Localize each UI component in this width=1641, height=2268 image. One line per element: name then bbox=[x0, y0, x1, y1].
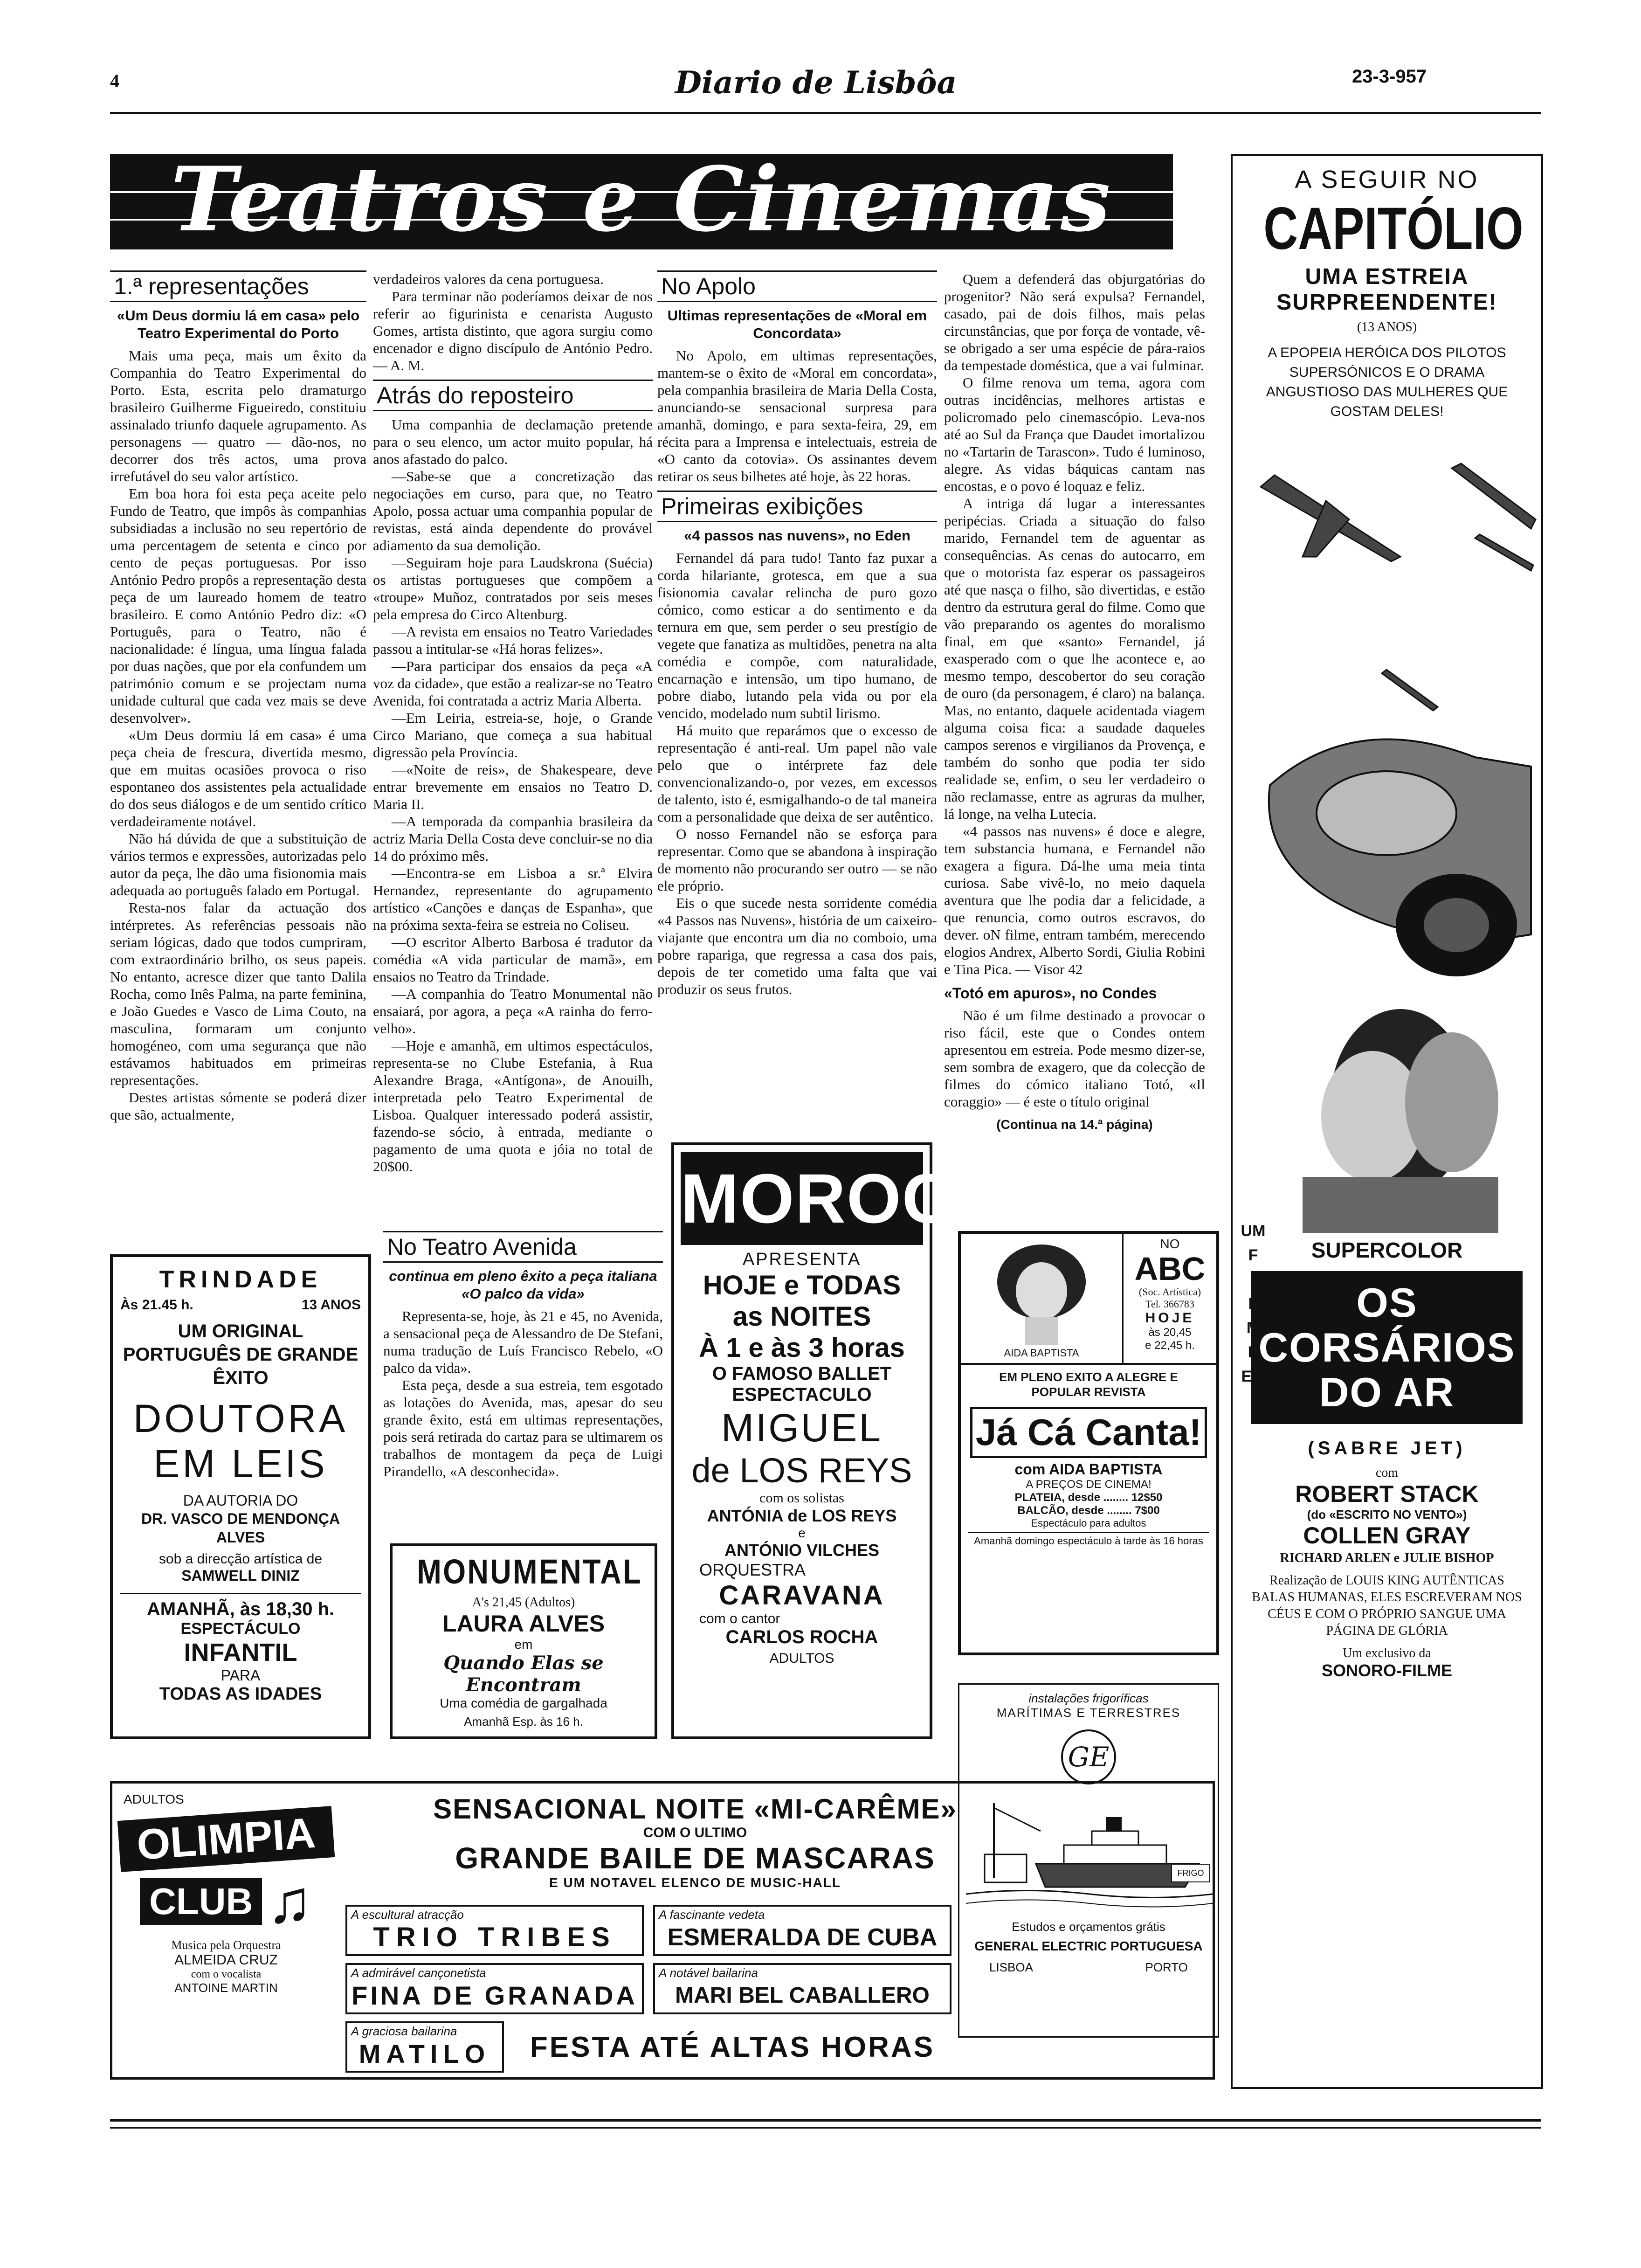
ad-line: APRESENTA bbox=[742, 1250, 862, 1269]
ad-distributor: SONORO-FILME bbox=[1322, 1661, 1452, 1680]
ad-line: Amanhã Esp. às 16 h. bbox=[464, 1715, 583, 1729]
ad-line: com AIDA BAPTISTA bbox=[1014, 1461, 1163, 1478]
ad-line: DA AUTORIA DO bbox=[183, 1492, 298, 1509]
ad-monumental bbox=[390, 1543, 657, 1739]
ad-line: Estudos e orçamentos grátis bbox=[1012, 1920, 1165, 1934]
ad-line: as NOITES bbox=[732, 1301, 871, 1332]
ad-closing: FESTA ATÉ ALTAS HORAS bbox=[530, 2031, 935, 2063]
ad-tagline: SURPREENDENTE! bbox=[1276, 290, 1497, 315]
section-header: No Teatro Avenida bbox=[383, 1231, 663, 1263]
film-letter: L bbox=[1248, 1295, 1258, 1313]
paragraph: Não há dúvida de que a substituição de vários termos e expressões, autorizadas pelo autor da peça, lhe dão uma fisionomia mais adequada ao português falado em Portugal. bbox=[110, 830, 366, 899]
ad-line: Espectáculo para adultos bbox=[1031, 1517, 1146, 1529]
ad-line: AMANHÃ, às 18,30 h. bbox=[146, 1599, 335, 1619]
ad-line: com o cantor bbox=[699, 1611, 780, 1626]
music-note-icon: ♫ bbox=[267, 1867, 312, 1936]
film-letter: EM bbox=[1241, 1368, 1265, 1385]
club-logo: OLIMPIA bbox=[117, 1806, 335, 1872]
ad-company: (Soc. Artística) bbox=[1138, 1286, 1201, 1298]
paragraph: —«Noite de reis», de Shakespeare, deve entrar brevemente em ensaios no Teatro D. Maria II. bbox=[373, 761, 653, 812]
ad-line: em bbox=[514, 1637, 533, 1652]
ad-title: DOUTORA bbox=[133, 1397, 348, 1440]
article-subhead: Ultimas representações de «Moral em Concordata» bbox=[667, 307, 927, 341]
ad-color-format: SUPERCOLOR bbox=[1311, 1238, 1463, 1262]
crate-label: FRIGO bbox=[1171, 1864, 1210, 1882]
portrait-photo bbox=[969, 1238, 1114, 1345]
ad-tagline: UMA ESTREIA bbox=[1305, 264, 1469, 289]
ad-abc bbox=[958, 1231, 1219, 1655]
column-first-performances bbox=[110, 270, 366, 1123]
ad-line: sob a direcção artística de bbox=[159, 1551, 323, 1567]
ad-price: PLATEIA, desde ........ 12$50 bbox=[1014, 1491, 1163, 1504]
ad-venue: CAPITÓLIO bbox=[1263, 195, 1524, 262]
footer-rule bbox=[110, 2119, 1541, 2122]
section-header: No Apolo bbox=[657, 270, 937, 302]
vertical-film-label bbox=[1239, 1219, 1267, 1389]
act-name: TRIO TRIBES bbox=[373, 1922, 616, 1952]
photo-caption: AIDA BAPTISTA bbox=[1004, 1347, 1079, 1359]
ad-line: com os solistas bbox=[759, 1490, 844, 1506]
ad-headline: GRANDE BAILE DE MASCARAS bbox=[455, 1841, 935, 1875]
continued-note: (Continua na 14.ª página) bbox=[996, 1117, 1153, 1132]
ad-line: MARÍTIMAS E TERRESTRES bbox=[996, 1706, 1181, 1720]
film-title-block bbox=[1251, 1271, 1523, 1424]
paragraph: Fernandel dá para tudo! Tanto faz puxar a corda hilariante, grotesca, em que a sua fisionomia cavalar relincha de puro gozo cómico, como esticar a do sentimento e da ternura em que, sem perder o seu prestígio de vegete que fanatiza as multidões, penetra na alta comédia e compõe, com naturalidade, encarnação e intensão, um tipo humano, de pobre diabo, lutando pela vida ou por ela vencido, modelado num subtil lirismo. bbox=[657, 550, 937, 721]
ad-star: ROBERT STACK bbox=[1295, 1481, 1479, 1507]
ad-star: COLLEN GRAY bbox=[1303, 1522, 1471, 1549]
ad-line: Amanhã domingo espectáculo à tarde às 16 horas bbox=[968, 1532, 1209, 1547]
paragraph: —Em Leiria, estreia-se, hoje, o Grande Circo Mariano, que começa a sua habitual digressão pela Província. bbox=[373, 710, 653, 761]
paragraph: Há muito que reparámos que o excesso de representação é anti-real. Um papel não vale pelo que o intérprete faz dele convencionalizando-o, por vezes, em excessos de talento, isto é, esmigalhando-o de tal maneira com a personalidade que deixa de ser autêntico. bbox=[657, 722, 937, 825]
section-header: 1.ª representações bbox=[110, 270, 366, 302]
masthead-date: 23-3-957 bbox=[1352, 66, 1427, 87]
ad-line: A SEGUIR NO bbox=[1295, 166, 1479, 194]
ad-time: e 22,45 h. bbox=[1145, 1339, 1195, 1352]
paragraph: Uma companhia de declamação pretende para o seu elenco, um actor muito popular, há anos afastado do palco. bbox=[373, 416, 653, 467]
article-teatro-avenida bbox=[383, 1231, 663, 1480]
ad-line: instalações frigoríficas bbox=[1028, 1691, 1149, 1705]
ad-line: ADULTOS bbox=[769, 1651, 834, 1666]
ad-line: PARA bbox=[221, 1667, 261, 1684]
act-label: A graciosa bailarina bbox=[351, 2024, 457, 2038]
paragraph: —O escritor Alberto Barbosa é tradutor da comédia «A vida particular de mamã», em ensaios no Teatro da Trindade. bbox=[373, 934, 653, 985]
ad-time: A's 21,45 (Adultos) bbox=[472, 1595, 575, 1610]
ad-venue: MONUMENTAL bbox=[417, 1552, 642, 1591]
paragraph: Para terminar não poderíamos deixar de nos referir ao figurinista e cenarista Augusto Gomes, artista distinto, que agora surgiu como encenador e digno discípulo de António Pedro. — A. M. bbox=[373, 288, 653, 373]
paragraph: Mais uma peça, mais um êxito da Companhia do Teatro Experimental do Porto. Esta, escrita pelo dramaturgo brasileiro Guilherme Figueiredo, constituiu assinalado triunfo daquele agrupamento. As personagens — quatro — dão-nos, no decorrer dos três actos, uma prova irrefutável do seu valor artístico. bbox=[110, 347, 366, 484]
paragraph: Esta peça, desde a sua estreia, tem esgotado as lotações do Avenida, mas, apesar do seu grande êxito, está em ultimas representações, pois será retirada do cartaz para se ultimarem os trabalhos de montagem da peça de Luigi Pirandello, «A desconhecida». bbox=[383, 1377, 663, 1480]
paragraph: O nosso Fernandel não se esforça para representar. Como que se abandona à inspiração de momento não procurando ser outro — se não ele próprio. bbox=[657, 826, 937, 894]
paragraph: —A companhia do Teatro Monumental não ensaiará, por agora, a peça «A rainha do ferro-velho». bbox=[373, 986, 653, 1037]
club-logo: CLUB bbox=[140, 1878, 262, 1925]
ad-title: EM LEIS bbox=[153, 1442, 328, 1486]
paragraph: Resta-nos falar da actuação dos intérpretes. As referências pessoais não seriam lógicas, dado que todos cumpriram, com extraordinário brilho, os seus papeis. No entanto, acresce dizer que tanto Dalila Rocha, como Inês Palma, na parte feminina, e João Guedes e Vasco de Lima Couto, na masculina, formaram um conjunto homogéneo, com uma segurança que não estávamos habituados em primeiras representações. bbox=[110, 899, 366, 1088]
ad-title: Já Cá Canta! bbox=[970, 1407, 1207, 1458]
paragraph: «4 passos nas nuvens» é doce e alegre, tem substancia humana, e Fernandel não exagera a figura. Dá-lhe uma meia tinta curiosa. Sabe vivê-lo, no meio daquela aventura que lhe podia dar a felicidade, a que renuncia, como outros escravos, do dever. oN filme, entram também, merecendo elogios Andrex, Alberto Sordi, Giulia Robini e Tina Pica. — Visor 42 bbox=[944, 823, 1205, 977]
ad-line: Um exclusivo da bbox=[1343, 1646, 1431, 1660]
paragraph: «Um Deus dormiu lá em casa» é uma peça cheia de frescura, divertida mesmo, que em muitas ocasiões provoca o riso espontaneo dos assistentes pela actualidade do dos seus diálogos e de um sentido crítico verdadeiramente notável. bbox=[110, 727, 366, 830]
act-name: MARI BEL CABALLERO bbox=[675, 1983, 930, 2008]
paragraph: —Para participar dos ensaios da peça «A voz da cidade», que estão a realizar-se no Teatro Avenida, foi contratada a actriz Maria Alberta. bbox=[373, 658, 653, 709]
footer-rule bbox=[110, 2127, 1541, 2129]
ad-author: DR. VASCO DE MENDONÇA ALVES bbox=[141, 1510, 340, 1546]
act-label: A fascinante vedeta bbox=[659, 1908, 765, 1922]
film-letter: I bbox=[1251, 1271, 1255, 1288]
ad-line: e bbox=[798, 1526, 806, 1540]
ad-line: (do «ESCRITO NO VENTO») bbox=[1307, 1507, 1467, 1521]
ad-capitolio bbox=[1231, 154, 1543, 2089]
ad-olimpia-club bbox=[110, 1781, 1215, 2080]
paragraph: Em boa hora foi esta peça aceite pelo Fundo de Teatro, que impôs às companhias subsidiadas a inclusão no seu repertório de uma percentagem de setenta e cinco por cento de peças portuguesas. Por isso António Pedro propôs a representação desta peça de um laureado homem de teatro brasileiro. E como António Pedro diz: «O Português, para o Teatro, não é nacionalidade: é língua, uma língua falada por duas nações, que por ela confundem um património comum e se projectam numa unidade cultural que cada vez mais se deve desenvolver». bbox=[110, 485, 366, 726]
paragraph: —Encontra-se em Lisboa a sr.ª Elvira Hernandez, representante do agrupamento artístico «Canções e danças de Espanha», que na próxima sexta-feira se estreia no Coliseu. bbox=[373, 865, 653, 933]
ad-line: ORQUESTRA bbox=[699, 1560, 806, 1579]
ad-trindade bbox=[110, 1254, 371, 1739]
article-subhead: continua em pleno êxito a peça italiana «O palco da vida» bbox=[389, 1268, 657, 1302]
film-letter: M bbox=[1246, 1319, 1260, 1337]
ad-time: às 20,45 bbox=[1148, 1326, 1192, 1339]
film-letter: E bbox=[1248, 1343, 1259, 1361]
act-label: A notável bailarina bbox=[659, 1966, 758, 1980]
section-banner bbox=[110, 147, 1173, 251]
ad-line: Musica pela Orquestra bbox=[171, 1938, 281, 1952]
ad-line: A PREÇOS DE CINEMA! bbox=[1026, 1478, 1151, 1491]
ad-line: INFANTIL bbox=[184, 1639, 297, 1666]
film-subtitle: (SABRE JET) bbox=[1308, 1438, 1466, 1459]
ad-star: LAURA ALVES bbox=[442, 1611, 605, 1637]
ad-star: RICHARD ARLEN e JULIE BISHOP bbox=[1280, 1551, 1494, 1565]
paragraph: —A revista em ensaios no Teatro Variedades passou a intitular-se «Há horas felizes». bbox=[373, 623, 653, 657]
ad-singer: CARLOS ROCHA bbox=[725, 1627, 878, 1647]
act-name: ESMERALDA DE CUBA bbox=[667, 1924, 938, 1951]
ad-phone: Tel. 366783 bbox=[1145, 1298, 1194, 1310]
ad-line: TODAS AS IDADES bbox=[159, 1684, 322, 1704]
paragraph: Eis o que sucede nesta sorridente comédia «4 Passos nas Nuvens», história de um caixeiro-viajante que encontra um dia no comboio, uma pobre rapariga, que regressa a casa dos pais, depois de ter cometido uma falta que vai produzir os seus frutos. bbox=[657, 895, 937, 997]
ad-line: HOJE bbox=[1145, 1310, 1195, 1326]
ad-venue: ABC bbox=[1134, 1251, 1206, 1287]
ad-city: LISBOA bbox=[989, 1960, 1033, 1974]
ad-blurb: A EPOPEIA HERÓICA DOS PILOTOS SUPERSÓNICOS E O DRAMA ANGUSTIOSO DAS MULHERES QUE GOSTAM DELES! bbox=[1266, 345, 1508, 419]
ad-title: Quando Elas se Encontram bbox=[443, 1652, 604, 1696]
ad-time: Às 21.45 h. bbox=[120, 1297, 193, 1313]
article-subhead: «Um Deus dormiu lá em casa» pelo Teatro Experimental do Porto bbox=[117, 307, 360, 341]
column-backstage bbox=[373, 270, 653, 1175]
ad-city: PORTO bbox=[1145, 1960, 1188, 1974]
paragraph: —Hoje e amanhã, em ultimos espectáculos, representa-se no Clube Estefania, à Rua Alexandre Braga, «Antígona», de Anouilh, interpretada pelo Teatro Experimental de Lisboa. Qualquer interessado poderá assistir, fazendo-se sócio, à entrada, mediante o pagamento de uma quota e jóia no total de 20$00. bbox=[373, 1037, 653, 1175]
ad-director: SAMWELL DINIZ bbox=[181, 1567, 300, 1584]
ad-venue: MOROCCO bbox=[681, 1152, 923, 1245]
ad-line: ESPECTACULO bbox=[732, 1384, 872, 1405]
column-apolo bbox=[657, 270, 937, 998]
paragraph: —Sabe-se que a concretização das negociações em curso, para que, no Teatro Apolo, possa actuar uma companhia popular de revistas, está ainda dependente do provável adiamento da sua demolição. bbox=[373, 468, 653, 553]
banner-title: Teatros e Cinemas bbox=[171, 147, 1112, 251]
paragraph: A intriga dá lugar a interessantes peripécias. Criada a situação do falso marido, Fernandel tem de aguentar as consequências. As cenas do autocarro, em que o motorista faz esperar os passageiros até que nasça o filho, são divertidas, e estão dentro da estrutura geral do filme. Como que vão preparando os agentes do moralismo final, em que «santo» Fernandel, já exasperado com o que lhe acontece e, ao mesmo tempo, descobertor do seu coração de ouro (da personagem, é claro) na balança. Mas, no entanto, daquele acidentada viagem alguma coisa fica: a saudade daqueles campos serenos e virgilianos da Provença, e também do sonho que podia ter sido realidade se, enfim, o seu ler verdadeiro o não reclamasse, entre as agruras da mulher, lá longe, na velha Lutecia. bbox=[944, 495, 1205, 822]
article-subhead: «Totó em apuros», no Condes bbox=[944, 985, 1157, 1002]
paragraph: No Apolo, em ultimas representações, mantem-se o êxito de «Moral em concordata», pela companhia brasileira de Maria Della Costa, anunciando-se sensacional surpresa para amanhã, domingo, e para sexta-feira, 29, em récita para a Imprensa e intelectuais, estreia de «O canto da cotovia». Os assinantes devem retirar os seus bilhetes até hoje, às 22 horas. bbox=[657, 347, 937, 484]
paragraph: verdadeiros valores da cena portuguesa. bbox=[373, 271, 604, 287]
page-number: 4 bbox=[110, 70, 119, 91]
ge-logo-icon: GE bbox=[1061, 1729, 1116, 1784]
ad-times: À 1 e às 3 horas bbox=[699, 1333, 905, 1363]
ad-line: EM PLENO EXITO A ALEGRE E POPULAR REVISTA bbox=[999, 1370, 1178, 1399]
ad-age: (13 ANOS) bbox=[1357, 320, 1417, 334]
act-label: A admirável cançonetista bbox=[351, 1966, 486, 1980]
film-title: DO AR bbox=[1319, 1369, 1455, 1415]
ad-line: E UM NOTAVEL ELENCO DE MUSIC-HALL bbox=[549, 1875, 841, 1890]
ad-soloist: ANTÓNIO VILCHES bbox=[724, 1541, 879, 1560]
ad-soloist: ANTÓNIA de LOS REYS bbox=[707, 1506, 897, 1525]
ad-venue: TRINDADE bbox=[159, 1266, 322, 1293]
ad-company: GENERAL ELECTRIC PORTUGUESA bbox=[974, 1939, 1203, 1953]
ad-line: ESPECTÁCULO bbox=[180, 1620, 301, 1638]
masthead-rule bbox=[110, 112, 1541, 114]
ad-star: de LOS REYS bbox=[691, 1451, 912, 1490]
ad-line: O FAMOSO BALLET bbox=[712, 1363, 892, 1384]
film-letter: F bbox=[1248, 1246, 1258, 1264]
ad-line: com o vocalista bbox=[191, 1968, 262, 1980]
paragraph: —Seguiram hoje para Laudskrona (Suécia) os artistas portugueses que compõem a «troupe» Muñoz, contratados por seis meses pela empresa do Circo Altenburg. bbox=[373, 554, 653, 622]
jet-illustration bbox=[1233, 431, 1540, 1233]
ad-line: UM ORIGINAL PORTUGUÊS DE GRANDE ÊXITO bbox=[123, 1321, 359, 1388]
column-film-review bbox=[944, 270, 1205, 1133]
ad-headline: SENSACIONAL NOITE «MI-CARÊME» bbox=[433, 1793, 957, 1825]
ad-line: NO bbox=[1160, 1237, 1180, 1251]
film-letter: UM bbox=[1241, 1222, 1266, 1240]
ad-line: HOJE e TODAS bbox=[703, 1270, 901, 1300]
ad-blurb: Realização de LOUIS KING AUTÊNTICAS BALAS HUMANAS, ELES ESCREVERAM NOS CÉUS E COM O PRÓPRIO SANGUE UMA PÁGINA DE GLÓRIA bbox=[1252, 1573, 1522, 1638]
film-title: OS bbox=[1356, 1279, 1418, 1326]
film-title: CORSÁRIOS bbox=[1258, 1324, 1516, 1370]
act-label: A escultural atracção bbox=[351, 1908, 464, 1922]
paragraph: Não é um filme destinado a provocar o riso fácil, este que o Condes ontem apresentou em estreia. Pode mesmo dizer-se, sem sombra de exagero, que da colecção de filmes do cómico italiano Totó, «Il coraggio» — é este o título original bbox=[944, 1007, 1205, 1110]
paragraph: —A temporada da companhia brasileira da actriz Maria Della Costa deve concluir-se no dia 14 do próximo mês. bbox=[373, 813, 653, 864]
ad-line: Uma comédia de gargalhada bbox=[440, 1696, 607, 1710]
masthead-title: Diario de Lisbôa bbox=[675, 64, 957, 101]
paragraph: Destes artistas sómente se poderá dizer que são, actualmente, bbox=[110, 1089, 366, 1123]
article-subhead: «4 passos nas nuvens», no Eden bbox=[684, 527, 910, 544]
section-header: Atrás do reposteiro bbox=[373, 380, 653, 411]
ad-line: COM O ULTIMO bbox=[643, 1825, 747, 1840]
paragraph: O filme renova um tema, agora com outras incidências, melhores artistas e policromado pelo cinemascópio. Leva-nos até ao Sul da França que Daudet imortalizou no «Tartarin de Tarascon». Tudo é luminoso, alegre. As vidas báquicas cantam nas encostas, e o povo é loquaz e feliz. bbox=[944, 374, 1205, 494]
paragraph: Representa-se, hoje, às 21 e 45, no Avenida, a sensacional peça de Alessandro de De Stefani, numa tradução de Luís Francisco Rebelo, «O palco da vida». bbox=[383, 1308, 663, 1376]
ad-age: 13 ANOS bbox=[301, 1297, 361, 1313]
ad-vocalist: ANTOINE MARTIN bbox=[174, 1981, 278, 1995]
ad-line: ADULTOS bbox=[124, 1792, 184, 1806]
ad-price: BALCÃO, desde ........ 7$00 bbox=[1017, 1504, 1160, 1517]
section-header: Primeiras exibições bbox=[657, 491, 937, 522]
ad-star: MIGUEL bbox=[721, 1406, 883, 1450]
ad-orchestra: ALMEIDA CRUZ bbox=[174, 1952, 278, 1968]
ad-orchestra: CARAVANA bbox=[719, 1580, 885, 1611]
act-name: MATILO bbox=[359, 2039, 491, 2068]
ad-line: com bbox=[1375, 1466, 1399, 1480]
act-name: FINA DE GRANADA bbox=[352, 1981, 638, 2010]
paragraph: Quem a defenderá das objurgatórias do progenitor? Não será expulsa? Fernandel, casado, pai de dois filhos, mais pelas circunstâncias, que por força de vontade, vê-se obrigado a ser uma espécie de pára-raios da tempestade doméstica, que a vai fulminar. bbox=[944, 271, 1205, 373]
